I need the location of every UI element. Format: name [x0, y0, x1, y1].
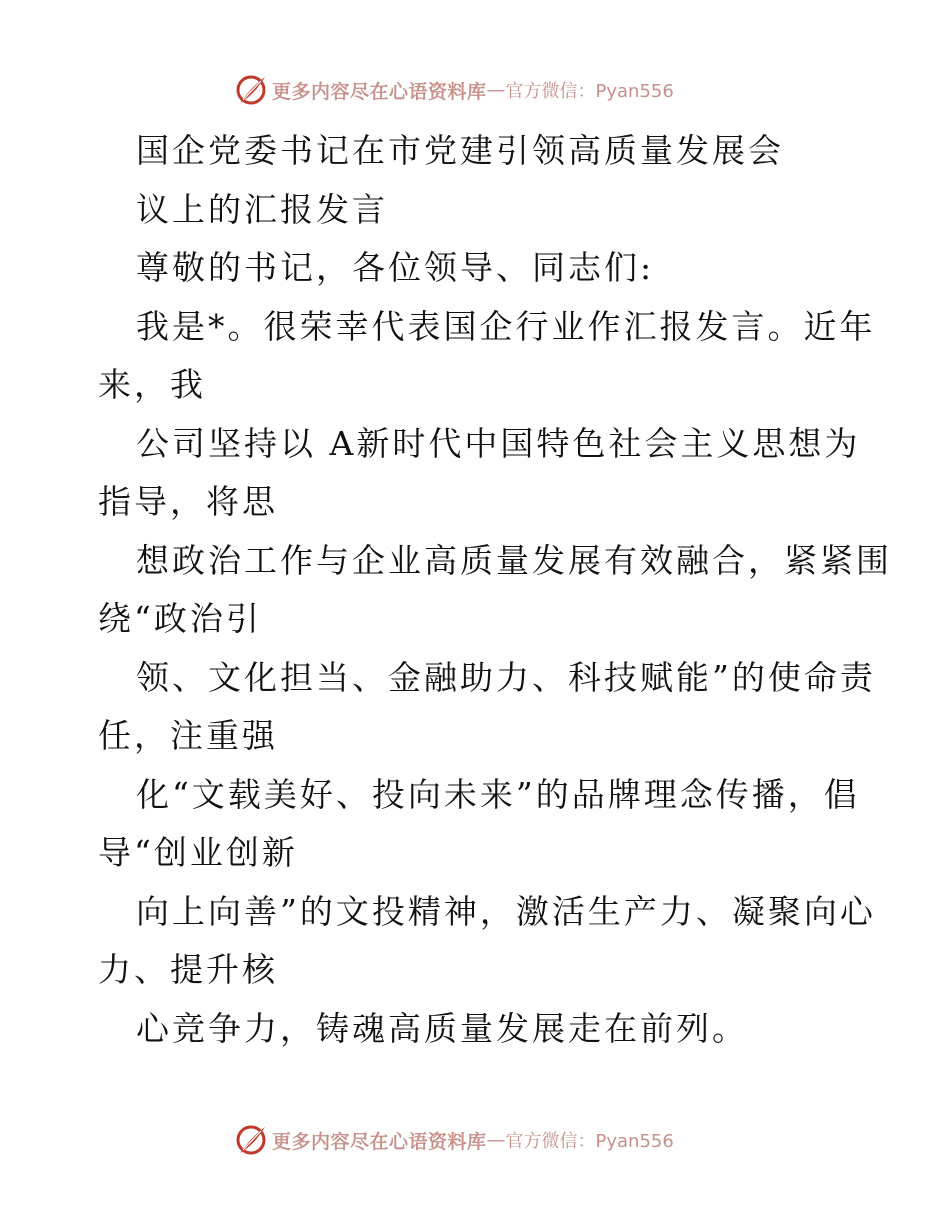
text-line: 尊敬的书记，各位领导、同志们: [136, 248, 655, 287]
banner-wechat: 官方微信：Pyan556 [505, 81, 674, 102]
banner-wechat: 官方微信：Pyan556 [505, 1131, 674, 1152]
document-body [98, 122, 892, 1058]
text-line: 绕“政治引 [98, 599, 262, 638]
text-line: 来，我 [98, 365, 206, 404]
text-line: 导“创业创新 [98, 833, 298, 872]
text-line: 议上的汇报发言 [136, 189, 388, 229]
text-line: 我是*。很荣幸代表国企行业作汇报发言。近年 [136, 306, 876, 346]
feather-pen-logo-icon [234, 73, 268, 107]
text-line: 任，注重强 [98, 716, 278, 755]
feather-pen-logo-icon [234, 1123, 268, 1157]
text-line: 想政治工作与企业高质量发展有效融合，紧紧围 [136, 540, 892, 580]
text-line: 向上向善”的文投精神，激活生产力、凝聚向心 [136, 891, 876, 931]
text-line: 领、文化担当、金融助力、科技赋能”的使命责 [136, 657, 876, 697]
text-line: 力、提升核 [98, 950, 278, 989]
text-line: 心竞争力，铸魂高质量发展走在前列。 [136, 1008, 748, 1048]
banner-text: 更多内容尽在心语资料库 [272, 1130, 487, 1153]
footer-banner [234, 1123, 674, 1157]
banner-dash: — [486, 1129, 506, 1151]
header-banner [234, 73, 674, 107]
text-line: 公司坚持以 A新时代中国特色社会主义思想为 [136, 423, 861, 463]
text-line: 指导，将思 [98, 482, 278, 521]
text-line: 国企党委书记在市党建引领高质量发展会 [136, 131, 784, 170]
banner-dash: — [486, 79, 506, 101]
banner-text: 更多内容尽在心语资料库 [272, 80, 487, 103]
text-line: 化“文载美好、投向未来”的品牌理念传播，倡 [136, 774, 860, 814]
